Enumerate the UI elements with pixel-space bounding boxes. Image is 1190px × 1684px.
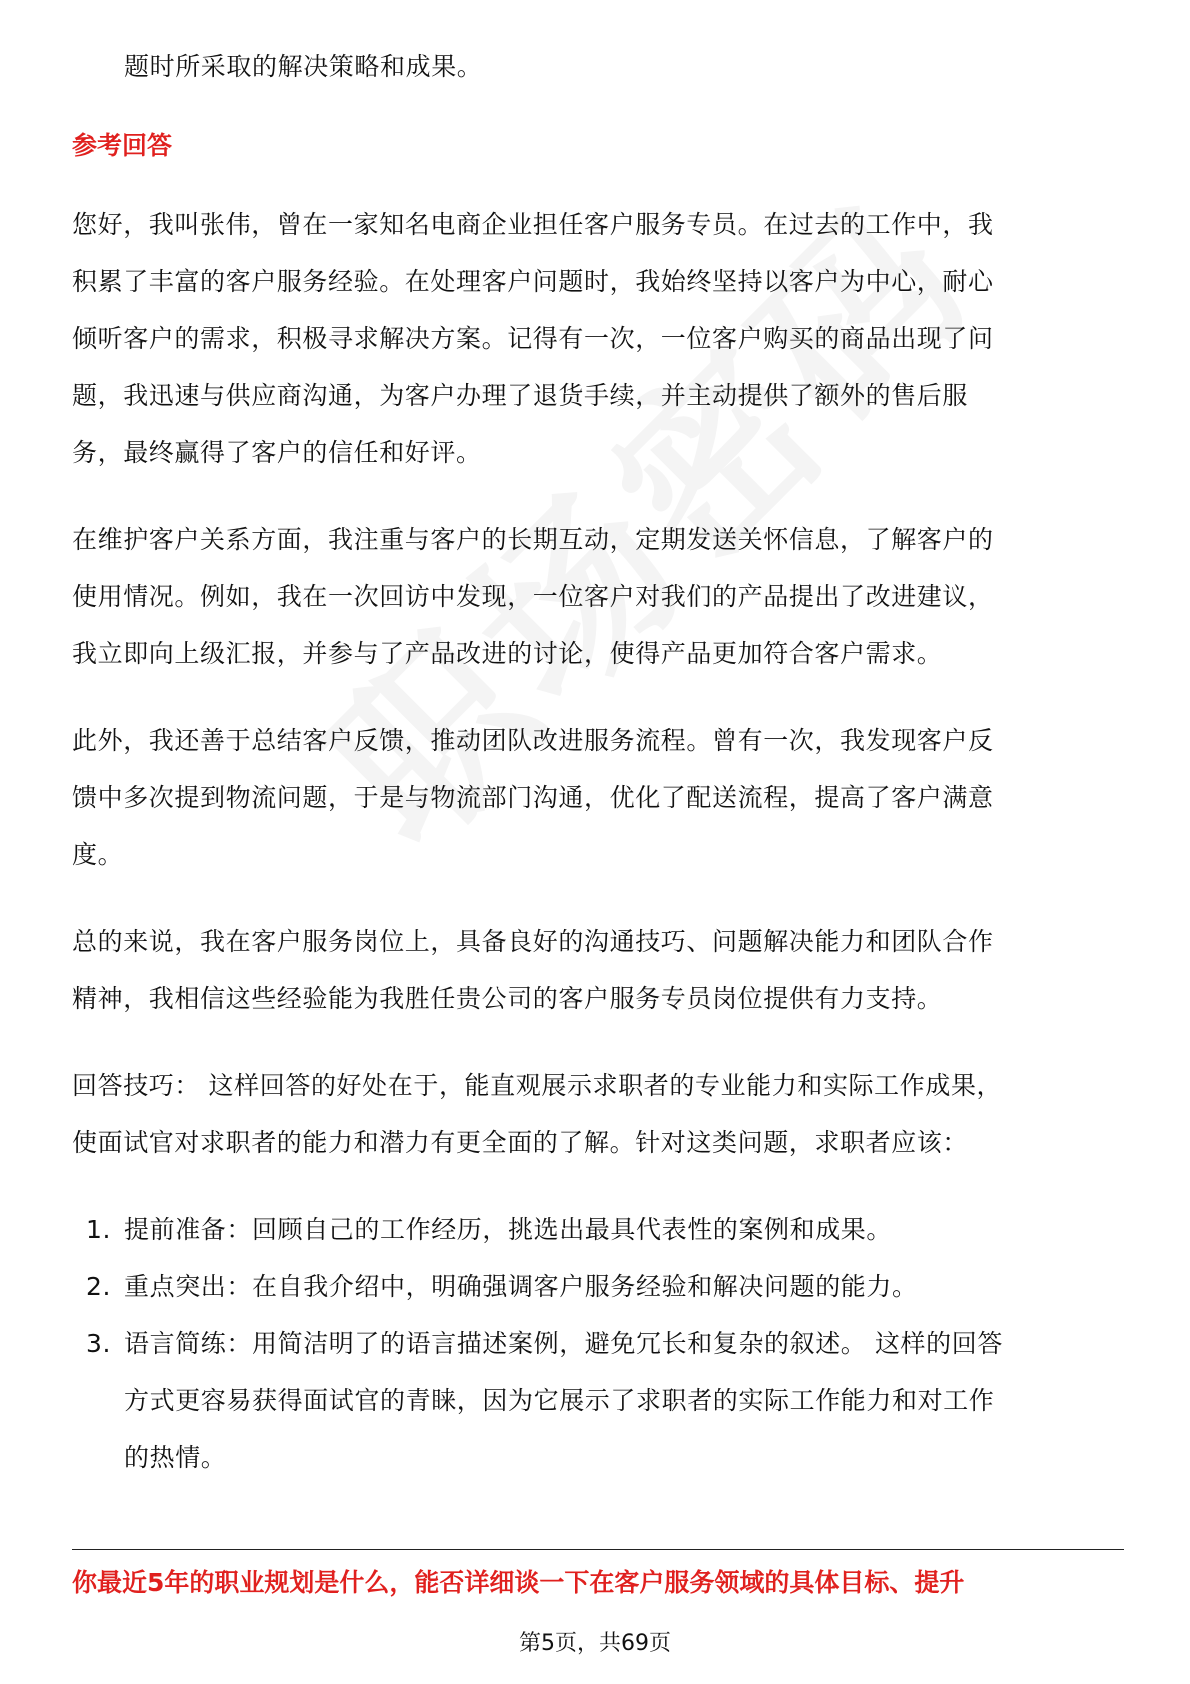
- paragraph-line: 您好，我叫张伟，曾在一家知名电商企业担任客户服务专员。在过去的工作中，我: [72, 210, 994, 239]
- list-item-text: 语言简练：用简洁明了的语言描述案例，避免冗长和复杂的叙述。 这样的回答: [124, 1329, 1003, 1358]
- paragraph-line: 回答技巧： 这样回答的好处在于，能直观展示求职者的专业能力和实际工作成果，: [72, 1071, 1003, 1100]
- paragraph-3: [72, 712, 1116, 883]
- intro-line: 题时所采取的解决策略和成果。: [124, 52, 483, 81]
- page-footer: 第5页，共69页: [519, 1631, 671, 1656]
- paragraph-5: [72, 1057, 1116, 1171]
- list-number: 3.: [86, 1329, 112, 1358]
- paragraph-line: 此外，我还善于总结客户反馈，推动团队改进服务流程。曾有一次，我发现客户反: [72, 726, 994, 755]
- paragraph-line: 馈中多次提到物流问题，于是与物流部门沟通，优化了配送流程，提高了客户满意: [72, 783, 994, 812]
- paragraph-line: 倾听客户的需求，积极寻求解决方案。记得有一次，一位客户购买的商品出现了问: [72, 324, 994, 353]
- paragraph-1: [72, 196, 1116, 481]
- paragraph-4: [72, 913, 1116, 1027]
- next-question-heading: 你最近5年的职业规划是什么，能否详细谈一下在客户服务领域的具体目标、提升: [72, 1568, 965, 1597]
- paragraph-line: 总的来说，我在客户服务岗位上，具备良好的沟通技巧、问题解决能力和团队合作: [72, 927, 994, 956]
- list-item-text: 方式更容易获得面试官的青睐，因为它展示了求职者的实际工作能力和对工作: [124, 1386, 995, 1415]
- paragraph-line: 使用情况。例如，我在一次回访中发现，一位客户对我们的产品提出了改进建议，: [72, 582, 994, 611]
- paragraph-line: 度。: [72, 840, 124, 869]
- list-item-text: 提前准备：回顾自己的工作经历，挑选出最具代表性的案例和成果。: [124, 1215, 893, 1244]
- divider: [72, 1549, 1124, 1550]
- list-item-text: 重点突出：在自我介绍中，明确强调客户服务经验和解决问题的能力。: [124, 1272, 918, 1301]
- list-item: [72, 1258, 1116, 1315]
- paragraph-line: 在维护客户关系方面，我注重与客户的长期互动，定期发送关怀信息，了解客户的: [72, 525, 994, 554]
- list-item: [72, 1315, 1116, 1486]
- list-number: 1.: [86, 1215, 112, 1244]
- list-item: [72, 1201, 1116, 1258]
- document-body: [72, 0, 1116, 1486]
- section-heading: 参考回答: [72, 131, 173, 160]
- paragraph-line: 积累了丰富的客户服务经验。在处理客户问题时，我始终坚持以客户为中心，耐心: [72, 267, 994, 296]
- paragraph-line: 题，我迅速与供应商沟通，为客户办理了退货手续，并主动提供了额外的售后服: [72, 381, 969, 410]
- paragraph-line: 精神，我相信这些经验能为我胜任贵公司的客户服务专员岗位提供有力支持。: [72, 984, 943, 1013]
- paragraph-line: 我立即向上级汇报，并参与了产品改进的讨论，使得产品更加符合客户需求。: [72, 639, 943, 668]
- list-item-text: 的热情。: [124, 1443, 227, 1472]
- paragraph-line: 使面试官对求职者的能力和潜力有更全面的了解。针对这类问题，求职者应该：: [72, 1128, 969, 1157]
- tips-list: [72, 1201, 1116, 1486]
- paragraph-line: 务，最终赢得了客户的信任和好评。: [72, 438, 482, 467]
- list-number: 2.: [86, 1272, 112, 1301]
- paragraph-2: [72, 511, 1116, 682]
